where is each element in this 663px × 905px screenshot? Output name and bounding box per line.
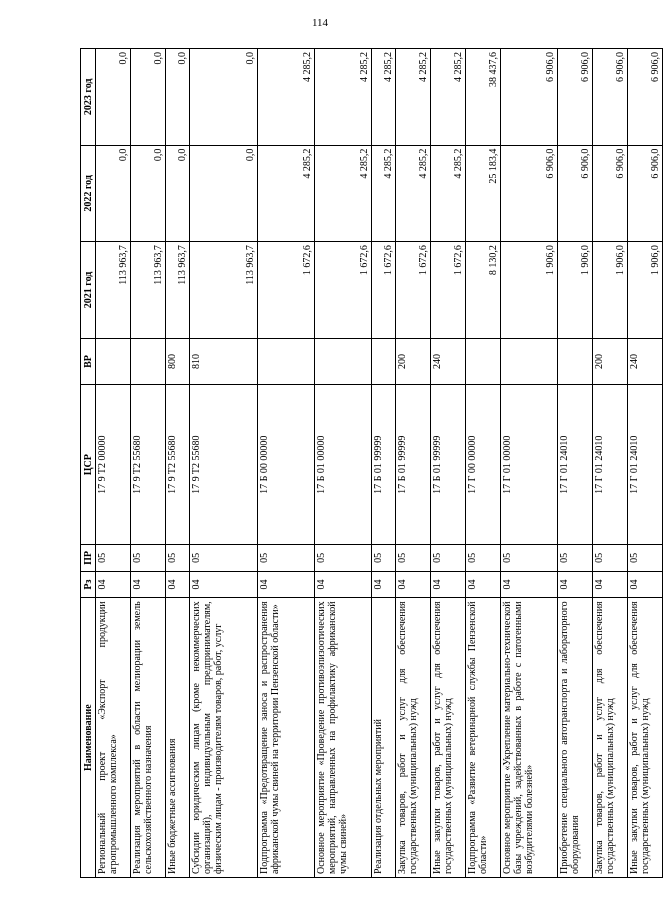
cell-name: Приобретение специального автотранспорта и лабораторного оборудования bbox=[558, 598, 593, 878]
cell-csr: 17 Б 01 99999 bbox=[396, 385, 431, 545]
table-row bbox=[593, 49, 628, 878]
header-csr: ЦСР bbox=[81, 385, 96, 545]
cell-rz: 04 bbox=[558, 571, 593, 598]
cell-2022: 6 906,0 bbox=[558, 145, 593, 242]
cell-pr: 05 bbox=[166, 545, 190, 572]
cell-name: Иные закупки товаров, работ и услуг для обеспечения государственных (муниципальных) нужд bbox=[431, 598, 466, 878]
cell-name: Региональный проект «Экспорт продукции агропромышленного комплекса» bbox=[96, 598, 131, 878]
header-pr: ПР bbox=[81, 545, 96, 572]
table-row bbox=[131, 49, 166, 878]
table-row bbox=[372, 49, 396, 878]
cell-vr: 800 bbox=[166, 338, 190, 385]
table-row bbox=[96, 49, 131, 878]
cell-rz: 04 bbox=[96, 571, 131, 598]
cell-2022: 6 906,0 bbox=[628, 145, 663, 242]
cell-2021: 1 672,6 bbox=[258, 242, 315, 339]
cell-vr bbox=[372, 338, 396, 385]
cell-vr bbox=[501, 338, 558, 385]
cell-pr: 05 bbox=[396, 545, 431, 572]
cell-pr: 05 bbox=[372, 545, 396, 572]
cell-2022: 4 285,2 bbox=[396, 145, 431, 242]
cell-2021: 1 906,0 bbox=[501, 242, 558, 339]
cell-csr: 17 Б 01 99999 bbox=[431, 385, 466, 545]
cell-csr: 17 9 T2 55680 bbox=[190, 385, 258, 545]
table-row bbox=[558, 49, 593, 878]
cell-csr: 17 Г 01 24010 bbox=[558, 385, 593, 545]
cell-2022: 6 906,0 bbox=[501, 145, 558, 242]
cell-2023: 6 906,0 bbox=[558, 49, 593, 146]
cell-vr: 200 bbox=[593, 338, 628, 385]
cell-csr: 17 Г 01 00000 bbox=[501, 385, 558, 545]
cell-csr: 17 Б 00 00000 bbox=[258, 385, 315, 545]
cell-name: Субсидии юридическим лицам (кроме некоммерческих организаций), индивидуальным предпринимателям, физическим лицам - производителям товаров, работ, услуг bbox=[190, 598, 258, 878]
cell-2021: 1 672,6 bbox=[431, 242, 466, 339]
page-number: 114 bbox=[311, 17, 329, 29]
cell-2021: 113 963,7 bbox=[96, 242, 131, 339]
cell-2023: 6 906,0 bbox=[501, 49, 558, 146]
cell-2023: 6 906,0 bbox=[628, 49, 663, 146]
budget-table bbox=[80, 48, 663, 878]
cell-pr: 05 bbox=[558, 545, 593, 572]
cell-vr bbox=[315, 338, 372, 385]
cell-pr: 05 bbox=[131, 545, 166, 572]
cell-pr: 05 bbox=[315, 545, 372, 572]
cell-pr: 05 bbox=[628, 545, 663, 572]
table-row bbox=[258, 49, 315, 878]
cell-2022: 4 285,2 bbox=[315, 145, 372, 242]
table-row bbox=[431, 49, 466, 878]
cell-name: Реализация отдельных мероприятий bbox=[372, 598, 396, 878]
cell-vr: 240 bbox=[431, 338, 466, 385]
cell-2023: 4 285,2 bbox=[372, 49, 396, 146]
cell-csr: 17 9 T2 55680 bbox=[131, 385, 166, 545]
cell-csr: 17 Б 01 99999 bbox=[372, 385, 396, 545]
cell-2021: 113 963,7 bbox=[166, 242, 190, 339]
cell-name: Иные закупки товаров, работ и услуг для обеспечения государственных (муниципальных) нужд bbox=[628, 598, 663, 878]
cell-vr: 200 bbox=[396, 338, 431, 385]
cell-rz: 04 bbox=[258, 571, 315, 598]
cell-2023: 0,0 bbox=[131, 49, 166, 146]
cell-2023: 38 437,6 bbox=[466, 49, 501, 146]
cell-csr: 17 9 T2 55680 bbox=[166, 385, 190, 545]
cell-2023: 0,0 bbox=[166, 49, 190, 146]
cell-rz: 04 bbox=[466, 571, 501, 598]
header-2021: 2021 год bbox=[81, 242, 96, 339]
header-2023: 2023 год bbox=[81, 49, 96, 146]
cell-csr: 17 Г 00 00000 bbox=[466, 385, 501, 545]
cell-2021: 1 906,0 bbox=[558, 242, 593, 339]
cell-2023: 4 285,2 bbox=[396, 49, 431, 146]
cell-vr bbox=[258, 338, 315, 385]
cell-2023: 4 285,2 bbox=[315, 49, 372, 146]
cell-name: Подпрограмма «Предотвращение заноса и распространения африканской чумы свиней на территории Пензенской области» bbox=[258, 598, 315, 878]
cell-csr: 17 Г 01 24010 bbox=[593, 385, 628, 545]
cell-2022: 4 285,2 bbox=[258, 145, 315, 242]
table-row bbox=[190, 49, 258, 878]
cell-2022: 6 906,0 bbox=[593, 145, 628, 242]
cell-2022: 25 183,4 bbox=[466, 145, 501, 242]
cell-rz: 04 bbox=[593, 571, 628, 598]
table-row bbox=[628, 49, 663, 878]
cell-rz: 04 bbox=[396, 571, 431, 598]
cell-rz: 04 bbox=[628, 571, 663, 598]
cell-rz: 04 bbox=[166, 571, 190, 598]
cell-name: Закупка товаров, работ и услуг для обеспечения государственных (муниципальных) нужд bbox=[396, 598, 431, 878]
cell-pr: 05 bbox=[190, 545, 258, 572]
cell-2022: 0,0 bbox=[131, 145, 166, 242]
table-row bbox=[396, 49, 431, 878]
cell-rz: 04 bbox=[131, 571, 166, 598]
header-name: Наименование bbox=[81, 598, 96, 878]
table-row bbox=[315, 49, 372, 878]
cell-csr: 17 9 T2 00000 bbox=[96, 385, 131, 545]
cell-pr: 05 bbox=[466, 545, 501, 572]
cell-pr: 05 bbox=[501, 545, 558, 572]
cell-pr: 05 bbox=[258, 545, 315, 572]
cell-2021: 113 963,7 bbox=[190, 242, 258, 339]
cell-vr bbox=[96, 338, 131, 385]
table-row bbox=[501, 49, 558, 878]
cell-2022: 0,0 bbox=[166, 145, 190, 242]
cell-2021: 1 906,0 bbox=[628, 242, 663, 339]
cell-2021: 1 906,0 bbox=[593, 242, 628, 339]
cell-2022: 0,0 bbox=[190, 145, 258, 242]
table-header-row bbox=[81, 49, 96, 878]
cell-rz: 04 bbox=[190, 571, 258, 598]
cell-2021: 1 672,6 bbox=[396, 242, 431, 339]
cell-2023: 0,0 bbox=[190, 49, 258, 146]
rotated-table-container bbox=[80, 48, 661, 878]
cell-vr bbox=[131, 338, 166, 385]
cell-name: Иные бюджетные ассигнования bbox=[166, 598, 190, 878]
cell-pr: 05 bbox=[593, 545, 628, 572]
cell-rz: 04 bbox=[372, 571, 396, 598]
cell-rz: 04 bbox=[431, 571, 466, 598]
cell-vr bbox=[558, 338, 593, 385]
cell-pr: 05 bbox=[96, 545, 131, 572]
cell-2022: 0,0 bbox=[96, 145, 131, 242]
table-row bbox=[166, 49, 190, 878]
cell-rz: 04 bbox=[501, 571, 558, 598]
cell-2023: 0,0 bbox=[96, 49, 131, 146]
cell-2022: 4 285,2 bbox=[372, 145, 396, 242]
header-vr: ВР bbox=[81, 338, 96, 385]
cell-name: Закупка товаров, работ и услуг для обеспечения государственных (муниципальных) нужд bbox=[593, 598, 628, 878]
cell-pr: 05 bbox=[431, 545, 466, 572]
header-rz: Рз bbox=[81, 571, 96, 598]
cell-vr bbox=[466, 338, 501, 385]
header-2022: 2022 год bbox=[81, 145, 96, 242]
cell-2022: 4 285,2 bbox=[431, 145, 466, 242]
cell-2021: 113 963,7 bbox=[131, 242, 166, 339]
table-row bbox=[466, 49, 501, 878]
cell-name: Подпрограмма «Развитие ветеринарной службы Пензенской области» bbox=[466, 598, 501, 878]
cell-2023: 4 285,2 bbox=[258, 49, 315, 146]
cell-2021: 1 672,6 bbox=[372, 242, 396, 339]
cell-vr: 240 bbox=[628, 338, 663, 385]
cell-name: Основное мероприятие «Проведение противоэпизоотических мероприятий, направленных на профилактику африканской чумы свиней» bbox=[315, 598, 372, 878]
cell-rz: 04 bbox=[315, 571, 372, 598]
cell-2023: 4 285,2 bbox=[431, 49, 466, 146]
cell-vr: 810 bbox=[190, 338, 258, 385]
cell-csr: 17 Г 01 24010 bbox=[628, 385, 663, 545]
cell-2021: 8 130,2 bbox=[466, 242, 501, 339]
cell-name: Реализация мероприятий в области мелиорации земель сельскохозяйственного назначения bbox=[131, 598, 166, 878]
cell-2021: 1 672,6 bbox=[315, 242, 372, 339]
cell-2023: 6 906,0 bbox=[593, 49, 628, 146]
cell-name: Основное мероприятие «Укрепление материально-технической базы учреждений, задействованных в работе с патогенными возбудителями болезней» bbox=[501, 598, 558, 878]
cell-csr: 17 Б 01 00000 bbox=[315, 385, 372, 545]
